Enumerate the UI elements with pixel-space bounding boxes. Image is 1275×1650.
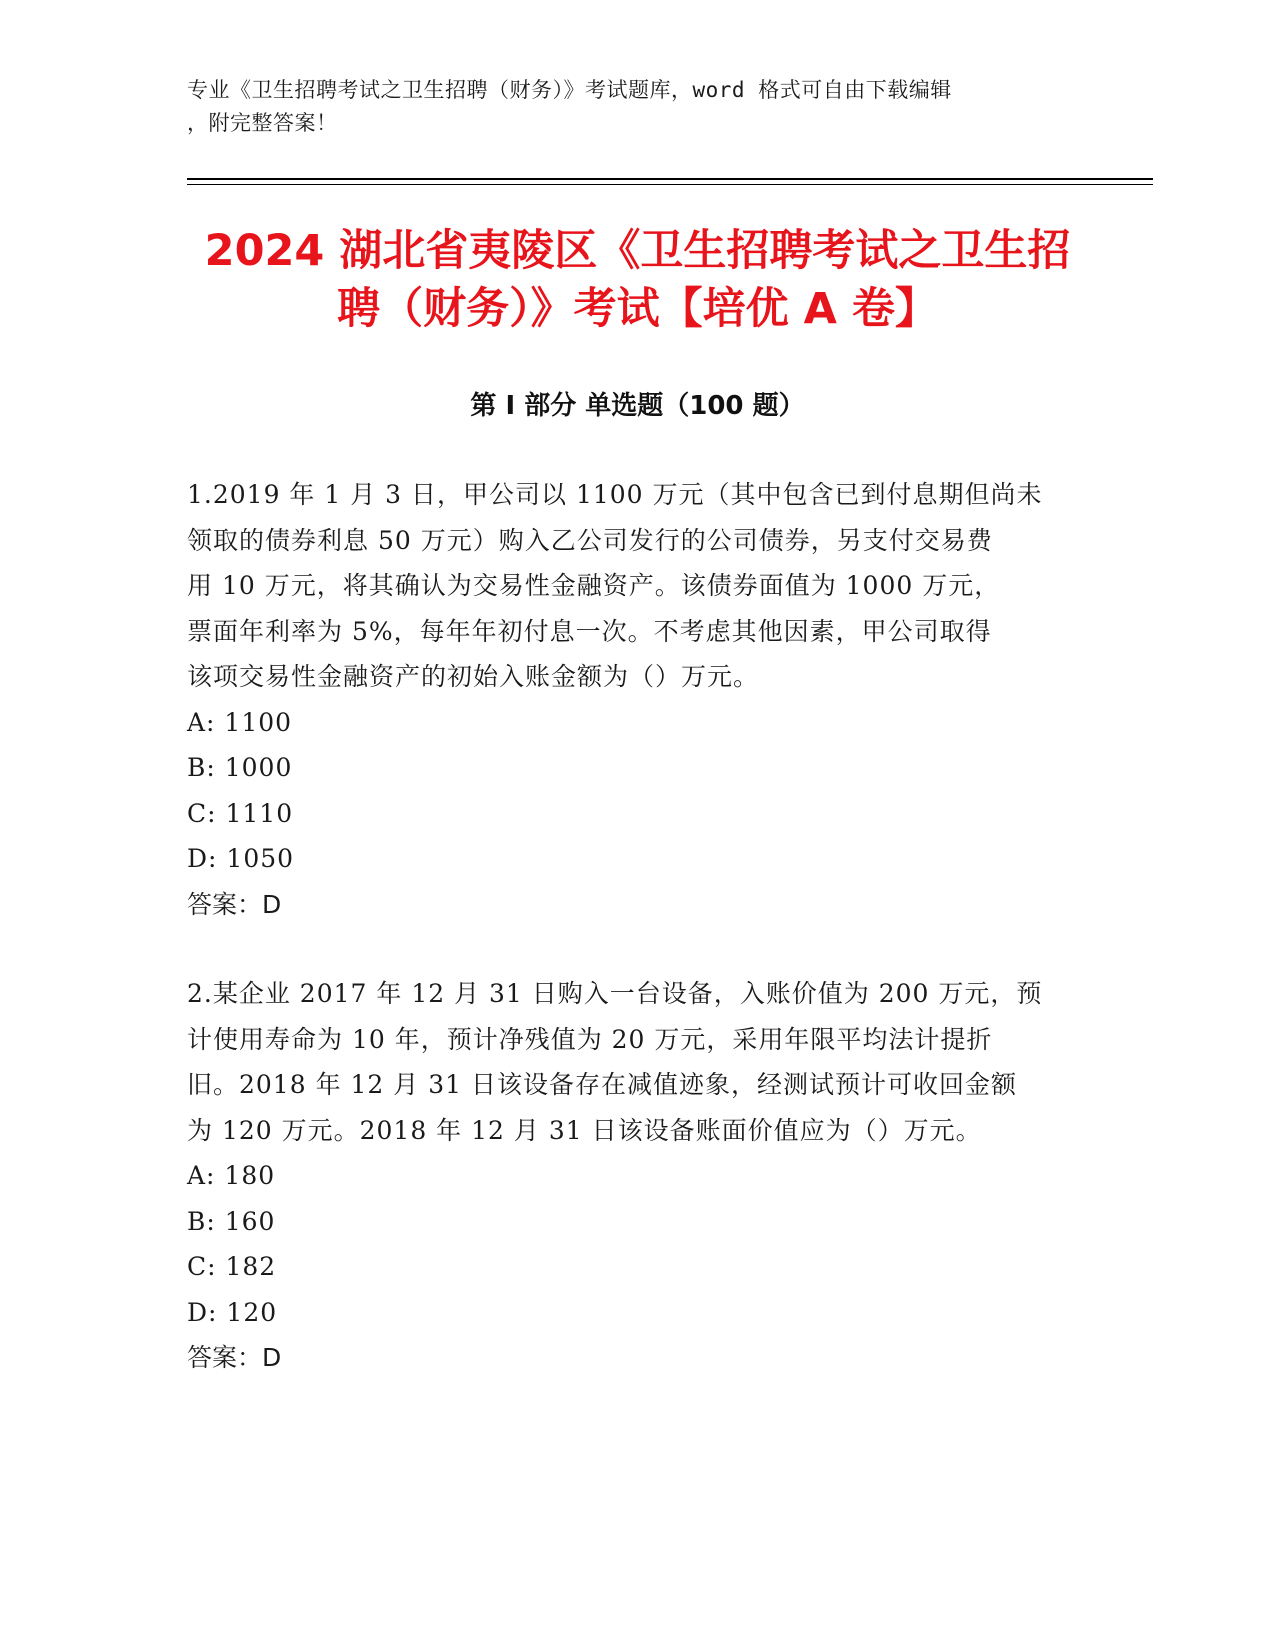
answer: 答案：D: [187, 889, 282, 919]
header-divider-thick: [187, 178, 1153, 180]
section-title: 第 I 部分 单选题（100 题）: [470, 391, 805, 421]
option-c: C: 1110: [187, 798, 294, 828]
option-b: B: 1000: [187, 753, 293, 782]
question-text-line: 为 120 万元。2018 年 12 月 31 日该设备账面价值应为（）万元。: [187, 1115, 982, 1145]
question-text-line: 用 10 万元，将其确认为交易性金融资产。该债券面值为 1000 万元，: [187, 571, 1001, 600]
header-divider-thin: [187, 184, 1153, 185]
option-a: A: 1100: [187, 707, 293, 737]
option-b: B: 160: [187, 1206, 276, 1236]
document-title-line: 2024 湖北省夷陵区《卫生招聘考试之卫生招: [204, 226, 1071, 276]
question-text-line: 计使用寿命为 10 年，预计净残值为 20 万元，采用年限平均法计提折: [187, 1024, 993, 1054]
option-a: A: 180: [187, 1161, 276, 1190]
option-c: C: 182: [187, 1252, 277, 1281]
document-title: [150, 222, 1125, 338]
question-text-line: 旧。2018 年 12 月 31 日该设备存在减值迹象，经测试预计可收回金额: [187, 1070, 1017, 1099]
option-d: D: 1050: [187, 844, 295, 873]
question-text: [187, 971, 1087, 1153]
header-note-line: 专业《卫生招聘考试之卫生招聘（财务）》考试题库，word 格式可自由下载编辑: [187, 78, 952, 102]
document-title-line: 聘（财务）》考试【培优 A 卷】: [337, 284, 938, 334]
question-2: [187, 971, 1087, 1381]
answer: 答案：D: [187, 1343, 282, 1372]
header-note: [187, 74, 1067, 140]
option-d: D: 120: [187, 1297, 278, 1327]
question-1: [187, 472, 1087, 927]
question-text-line: 1.2019 年 1 月 3 日，甲公司以 1100 万元（其中包含已到付息期但尚未: [187, 480, 1043, 509]
question-text-line: 票面年利率为 5%，每年年初付息一次。不考虑其他因素，甲公司取得: [187, 616, 992, 646]
question-text-line: 该项交易性金融资产的初始入账金额为（）万元。: [187, 662, 760, 691]
question-text-line: 2.某企业 2017 年 12 月 31 日购入一台设备，入账价值为 200 万元，预: [187, 979, 1043, 1008]
question-text: [187, 472, 1087, 700]
question-text-line: 领取的债券利息 50 万元）购入乙公司发行的公司债券，另支付交易费: [187, 525, 993, 555]
header-note-line: ，附完整答案！: [187, 111, 338, 135]
